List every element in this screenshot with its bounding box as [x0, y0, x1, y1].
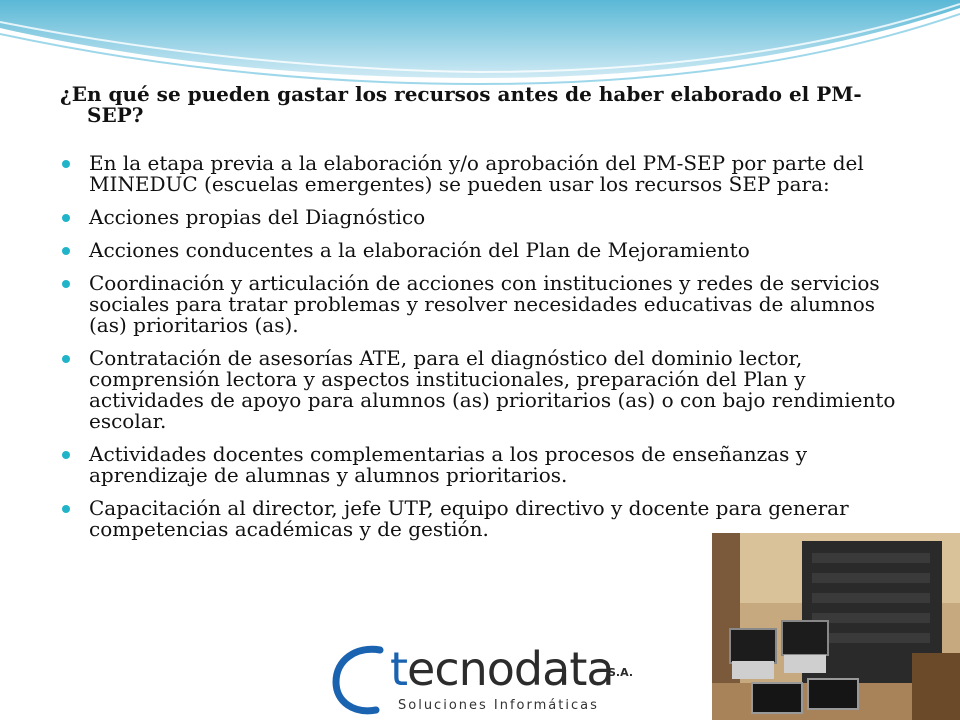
- logo-word: ecnodata: [407, 642, 614, 696]
- bullet-item: [60, 240, 905, 261]
- logo-swirl-icon: [332, 642, 398, 718]
- photo-image: [712, 533, 960, 720]
- bullet-item: [60, 273, 905, 336]
- logo-suffix: S.A.: [608, 666, 633, 679]
- bullet-icon: [62, 505, 70, 513]
- bullet-icon: [62, 451, 70, 459]
- bullet-icon: [62, 280, 70, 288]
- bullet-text: Contratación de asesorías ATE, para el diagnóstico del dominio lector, comprensión lectora y aspectos institucionales, preparación del Plan y actividades de apoyo para alumnos (as) prioritarios (as) o con bajo rendimiento escolar.: [89, 346, 896, 433]
- bullet-icon: [62, 214, 70, 222]
- header-wave-decoration: [0, 0, 960, 90]
- bullet-text: En la etapa previa a la elaboración y/o aprobación del PM-SEP por parte del MINEDUC (escuelas emergentes) se pueden usar los recursos SEP para:: [89, 151, 864, 196]
- bullet-text: Acciones propias del Diagnóstico: [89, 205, 426, 229]
- slide-heading: ¿En qué se pueden gastar los recursos antes de haber elaborado el PM-SEP?: [60, 82, 862, 127]
- bullet-list: [60, 153, 905, 540]
- bullet-item: [60, 444, 905, 486]
- bullet-item: [60, 348, 905, 432]
- tecnodata-logo: [332, 642, 652, 718]
- bullet-text: Capacitación al director, jefe UTP, equipo directivo y docente para generar competencias académicas y de gestión.: [89, 496, 849, 541]
- bullet-text: Actividades docentes complementarias a los procesos de enseñanzas y aprendizaje de alumnas y alumnos prioritarios.: [89, 442, 807, 487]
- logo-subtitle: Soluciones Informáticas: [398, 698, 599, 713]
- slide-content: [60, 84, 905, 552]
- bullet-icon: [62, 247, 70, 255]
- bullet-icon: [62, 160, 70, 168]
- bullet-text: Coordinación y articulación de acciones con instituciones y redes de servicios sociales para tratar problemas y resolver necesidades educativas de alumnos (as) prioritarios (as).: [89, 271, 880, 337]
- logo-wordmark: [390, 644, 614, 694]
- classroom-laptops-photo: [712, 533, 960, 720]
- bullet-icon: [62, 355, 70, 363]
- logo-letter-t: t: [390, 642, 408, 696]
- bullet-item: [60, 153, 905, 195]
- bullet-item: [60, 207, 905, 228]
- bullet-text: Acciones conducentes a la elaboración del Plan de Mejoramiento: [89, 238, 750, 262]
